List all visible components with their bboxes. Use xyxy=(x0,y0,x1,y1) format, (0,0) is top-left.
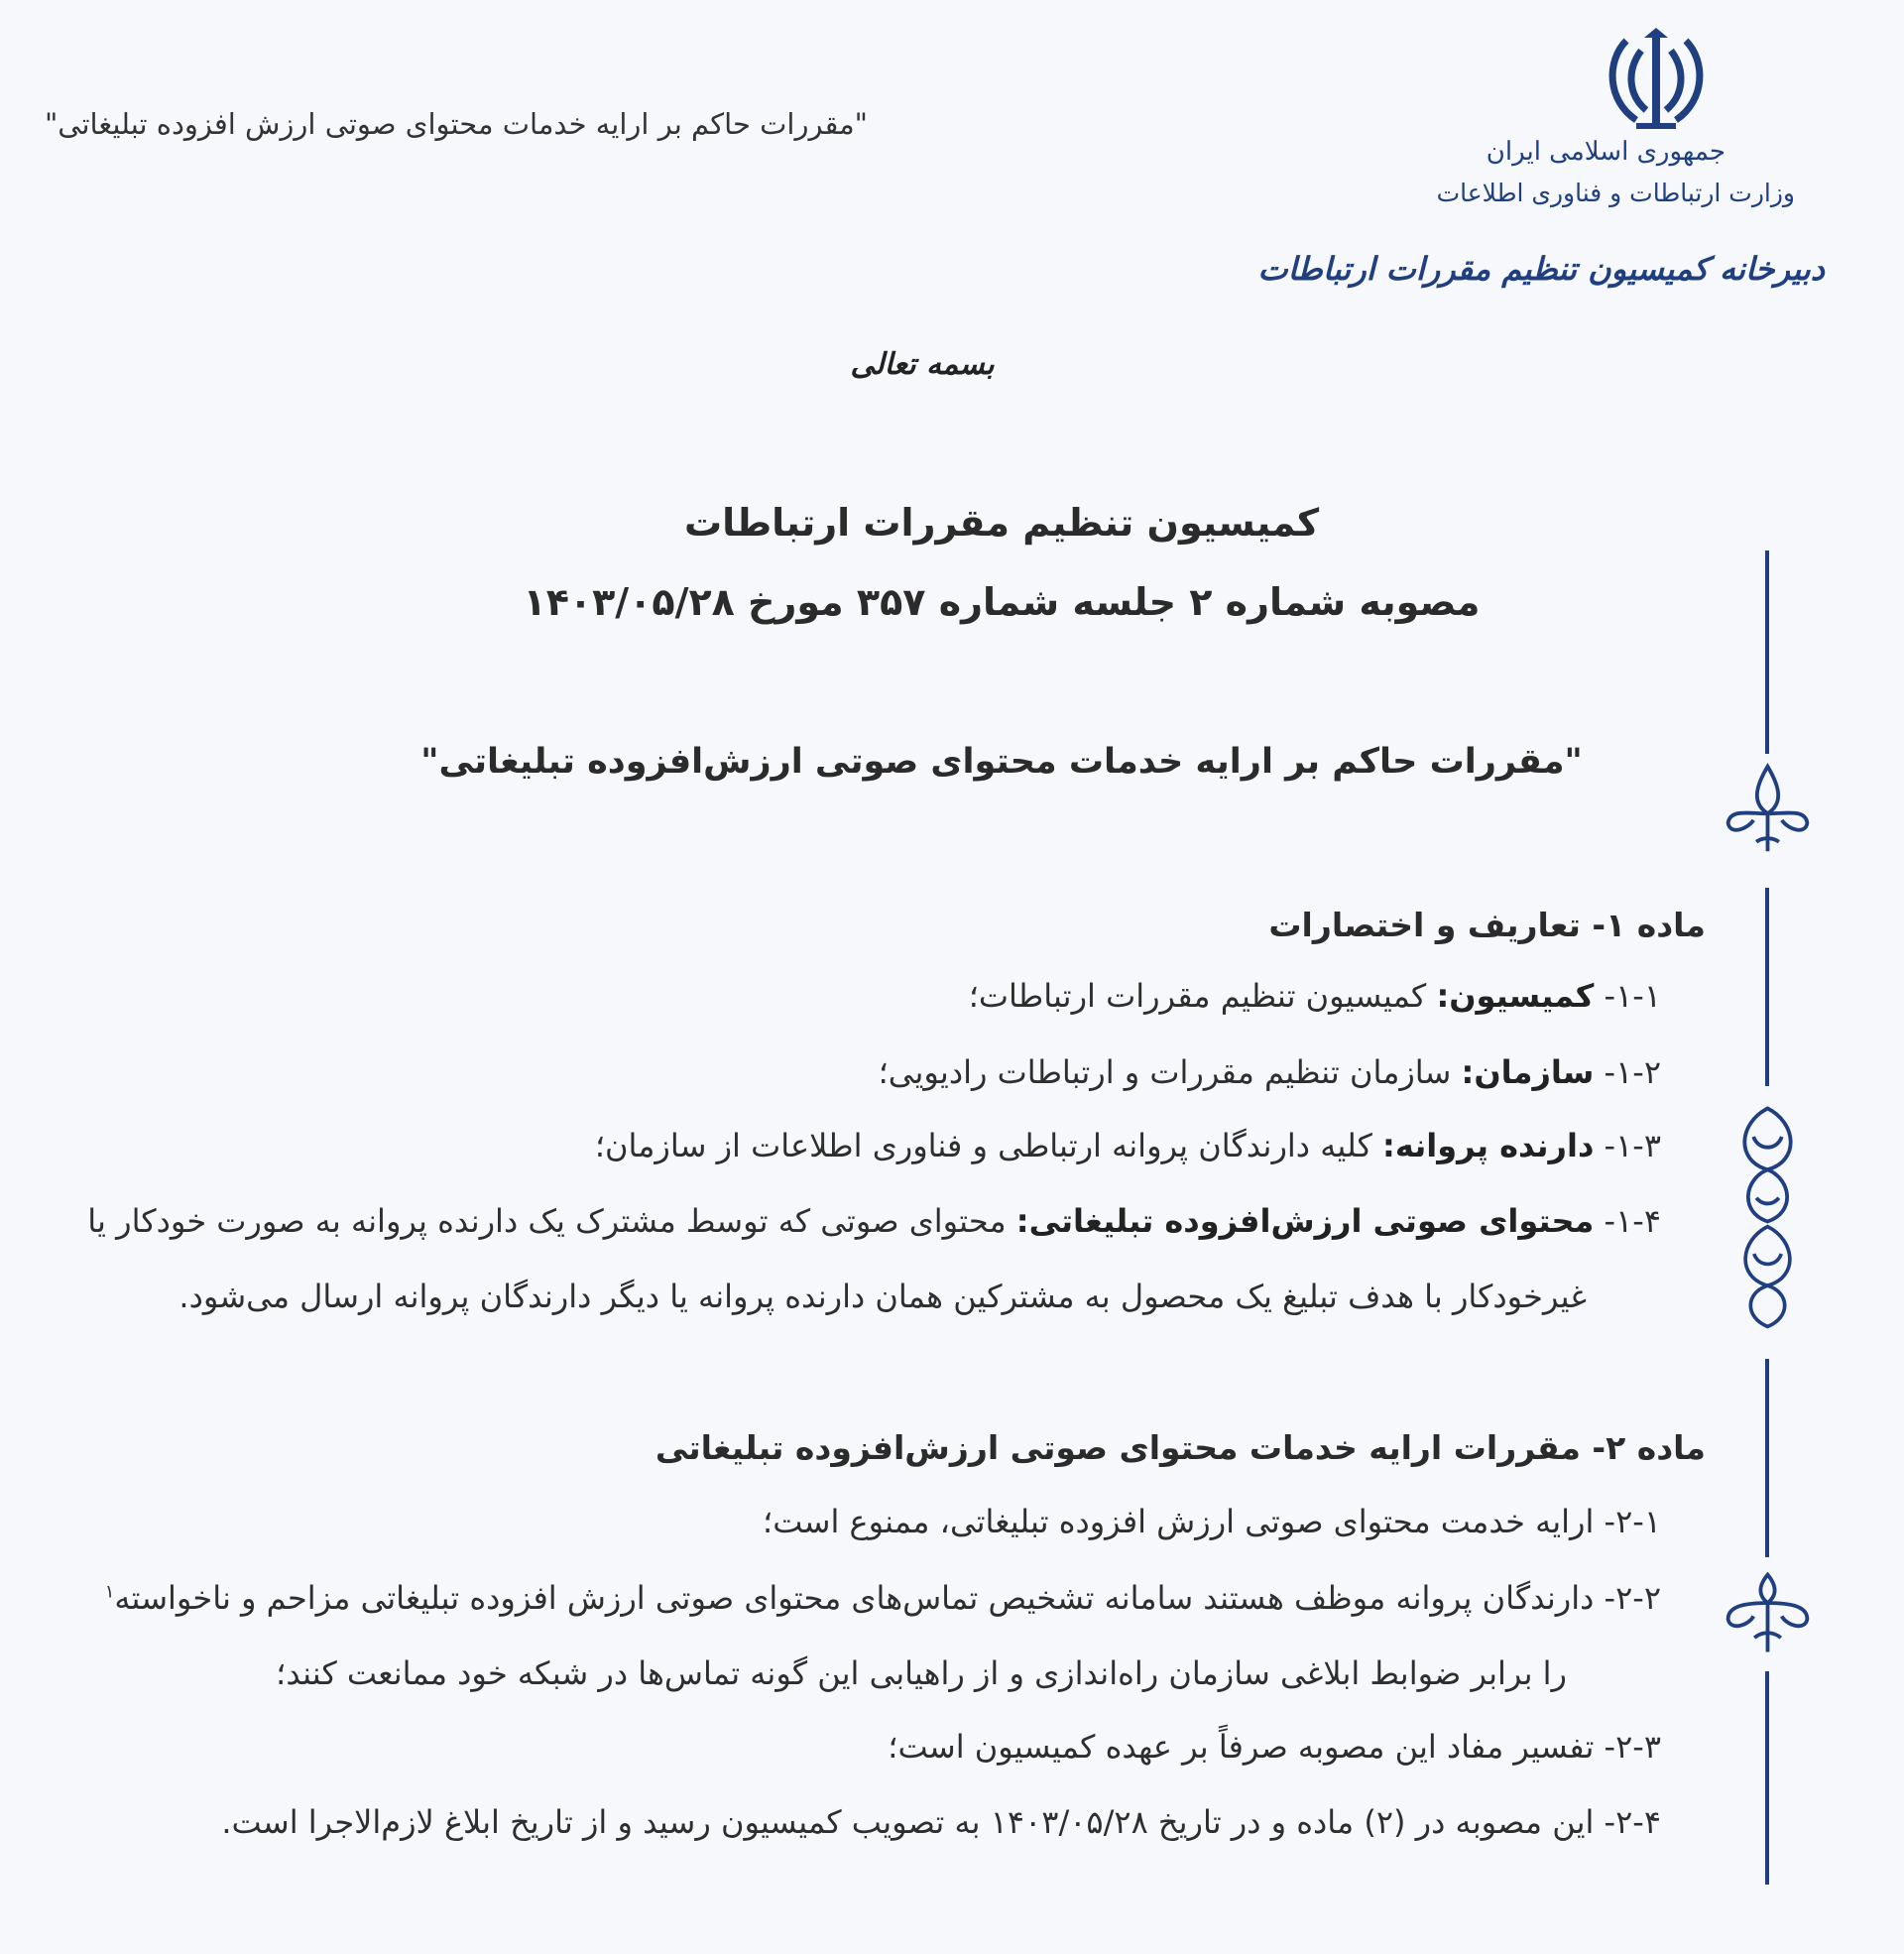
margin-rule xyxy=(1765,1359,1769,1557)
clause-number: ۲-۱- xyxy=(1604,1503,1661,1540)
clause-text: تفسیر مفاد این مصوبه صرفاً بر عهده کمیسیون است؛ xyxy=(888,1728,1605,1766)
ornament-icon xyxy=(1721,1222,1815,1331)
clause-1-4-continuation: غیرخودکار با هدف تبلیغ یک محصول به مشترکین همان دارنده پروانه یا دیگر دارندگان پروانه ارسال می‌شود. xyxy=(178,1278,1587,1315)
clause-term: سازمان: xyxy=(1461,1053,1595,1091)
clause-2-3 xyxy=(888,1728,1661,1766)
resolution-number: مصوبه شماره ۲ جلسه شماره ۳۵۷ مورخ ۱۴۰۳/۰۵/۲۸ xyxy=(523,580,1481,624)
clause-text: کمیسیون تنظیم مقررات ارتباطات؛ xyxy=(968,977,1437,1015)
clause-text: محتوای صوتی که توسط مشترک یک دارنده پروانه به صورت خودکار یا xyxy=(87,1202,1016,1240)
clause-text: دارندگان پروانه موظف هستند سامانه تشخیص تماس‌های محتوای صوتی ارزش افزوده تبلیغاتی مزاحم و ناخواسته xyxy=(114,1579,1605,1617)
ornament-icon xyxy=(1721,762,1815,856)
clause-2-4 xyxy=(221,1803,1661,1841)
clause-1-3 xyxy=(595,1127,1661,1164)
clause-1-4 xyxy=(87,1202,1661,1240)
clause-number: ۱-۲- xyxy=(1604,1053,1661,1091)
ornament-icon xyxy=(1721,1103,1815,1227)
resolution-subject: "مقررات حاکم بر ارایه خدمات محتوای صوتی ارزش‌افزوده تبلیغاتی" xyxy=(420,742,1583,782)
org-country: جمهوری اسلامی ایران xyxy=(1486,137,1726,167)
margin-rule xyxy=(1765,1671,1769,1885)
margin-rule xyxy=(1765,888,1769,1086)
footnote-marker[interactable]: ۱ xyxy=(104,1581,115,1603)
clause-number: ۲-۴- xyxy=(1604,1803,1661,1841)
margin-rule xyxy=(1765,550,1769,754)
clause-text: سازمان تنظیم مقررات و ارتباطات رادیویی؛ xyxy=(878,1053,1462,1091)
clause-2-1 xyxy=(763,1503,1661,1540)
clause-text: این مصوبه در (۲) ماده و در تاریخ ۱۴۰۳/۰۵/۲۸ به تصویب کمیسیون رسید و از تاریخ ابلاغ لازم‌الاجرا است. xyxy=(221,1803,1605,1841)
document-title: کمیسیون تنظیم مقررات ارتباطات xyxy=(683,501,1320,545)
clause-number: ۱-۴- xyxy=(1604,1202,1661,1240)
clause-term: محتوای صوتی ارزش‌افزوده تبلیغاتی: xyxy=(1015,1202,1595,1240)
article-1-heading: ماده ۱- تعاریف و اختصارات xyxy=(1268,906,1706,944)
org-ministry: وزارت ارتباطات و فناوری اطلاعات xyxy=(1436,179,1795,207)
clause-term: کمیسیون: xyxy=(1436,977,1595,1015)
clause-number: ۲-۲- xyxy=(1604,1579,1661,1617)
clause-2-2-continuation: را برابر ضوابط ابلاغی سازمان راه‌اندازی و از راهیابی این گونه تماس‌ها در شبکه خود ممانعت کنند؛ xyxy=(276,1654,1567,1692)
clause-number: ۱-۱- xyxy=(1604,977,1661,1015)
clause-term: دارنده پروانه: xyxy=(1382,1127,1595,1164)
org-secretariat: دبیرخانه کمیسیون تنظیم مقررات ارتباطات xyxy=(1257,250,1825,288)
clause-1-1 xyxy=(969,977,1661,1015)
invocation: بسمه تعالی xyxy=(850,347,995,382)
clause-1-2 xyxy=(879,1053,1661,1091)
clause-text: کلیه دارندگان پروانه ارتباطی و فناوری اطلاعات از سازمان؛ xyxy=(594,1127,1383,1164)
clause-text: ارایه خدمت محتوای صوتی ارزش افزوده تبلیغاتی، ممنوع است؛ xyxy=(763,1503,1605,1540)
article-2-heading: ماده ۲- مقررات ارایه خدمات محتوای صوتی ارزش‌افزوده تبلیغاتی xyxy=(654,1428,1706,1467)
clause-number: ۱-۳- xyxy=(1604,1127,1661,1164)
clause-2-2 xyxy=(105,1579,1661,1617)
clause-number: ۲-۳- xyxy=(1604,1728,1661,1766)
header-subject: "مقررات حاکم بر ارایه خدمات محتوای صوتی ارزش افزوده تبلیغاتی" xyxy=(44,107,868,141)
ornament-icon xyxy=(1721,1567,1815,1661)
emblem-icon xyxy=(1597,26,1716,135)
